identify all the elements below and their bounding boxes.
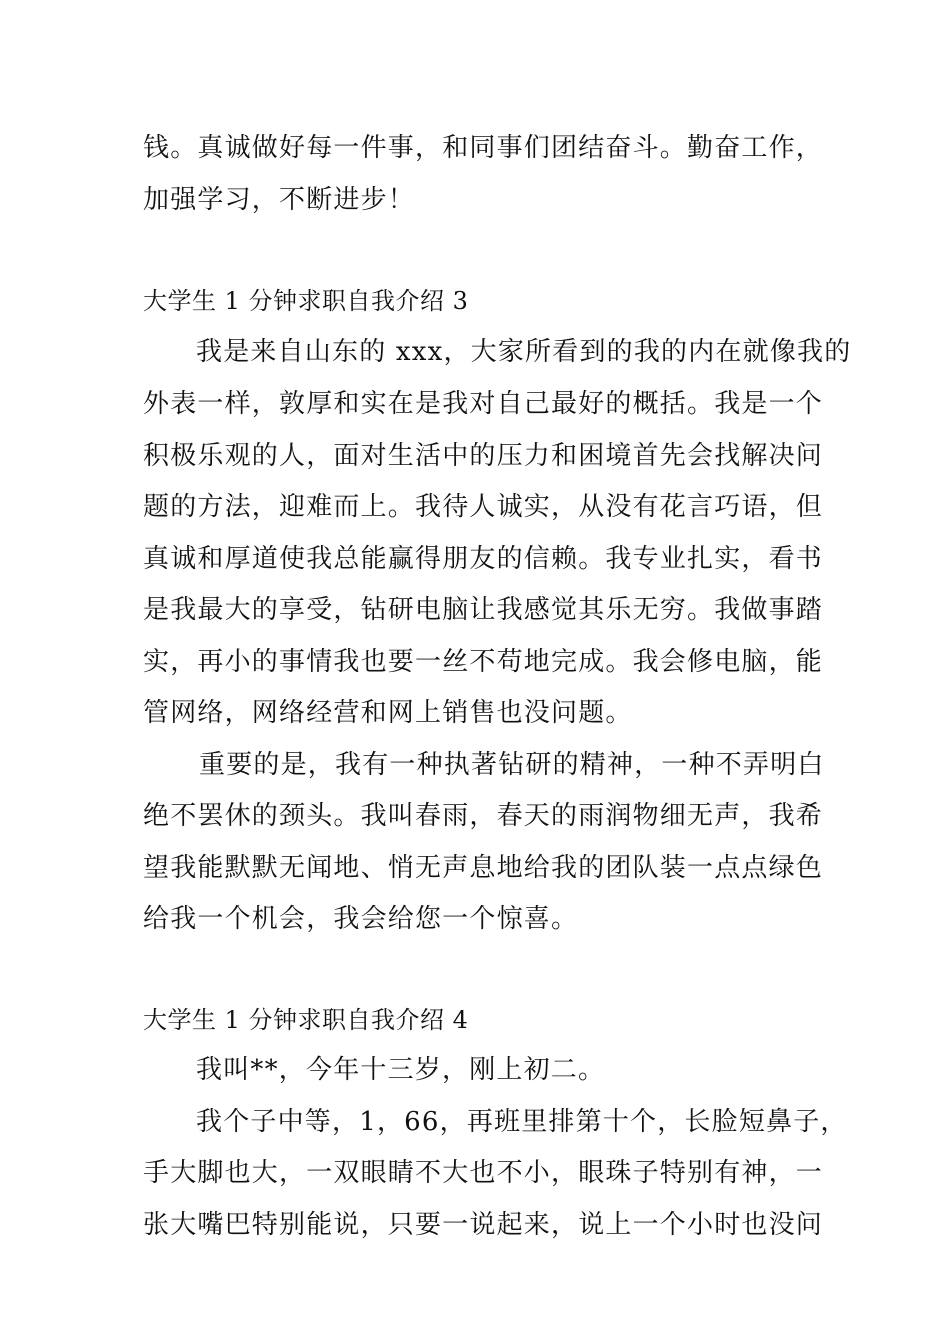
body-line: 绝不罢休的颈头。我叫春雨，春天的雨润物细无声，我希 (143, 801, 824, 831)
body-line: 重要的是，我有一种执著钻研的精神，一种不弄明白 (199, 750, 825, 780)
body-line: 题的方法，迎难而上。我待人诚实，从没有花言巧语，但 (143, 492, 824, 522)
body-line: 钱。真诚做好每一件事，和同事们团结奋斗。勤奋工作， (143, 133, 824, 163)
body-line: 张大嘴巴特别能说，只要一说起来，说上一个小时也没问 (143, 1210, 824, 1240)
body-line: 积极乐观的人，面对生活中的压力和困境首先会找解决问 (143, 441, 824, 471)
body-line: 我个子中等，1，66，再班里排第十个，长脸短鼻子， (196, 1107, 848, 1137)
body-line: 真诚和厚道使我总能赢得朋友的信赖。我专业扎实，看书 (143, 544, 824, 574)
body-line: 管网络，网络经营和网上销售也没问题。 (143, 698, 633, 728)
body-line: 我是来自山东的 xxx，大家所看到的我的内在就像我的 (196, 337, 852, 367)
body-line: 实，再小的事情我也要一丝不苟地完成。我会修电脑，能 (143, 647, 824, 677)
section-heading: 大学生 1 分钟求职自我介绍 3 (143, 287, 469, 315)
body-line: 我叫**，今年十三岁，刚上初二。 (196, 1055, 606, 1085)
body-line: 给我一个机会，我会给您一个惊喜。 (143, 904, 579, 934)
body-line: 外表一样，敦厚和实在是我对自己最好的概括。我是一个 (143, 389, 824, 419)
body-line: 望我能默默无闻地、悄无声息地给我的团队装一点点绿色 (143, 853, 824, 883)
body-line: 是我最大的享受，钻研电脑让我感觉其乐无穷。我做事踏 (143, 595, 824, 625)
body-line: 手大脚也大，一双眼睛不大也不小，眼珠子特别有神，一 (143, 1158, 824, 1188)
body-line: 加强学习，不断进步！ (143, 185, 416, 215)
section-heading: 大学生 1 分钟求职自我介绍 4 (143, 1006, 469, 1034)
